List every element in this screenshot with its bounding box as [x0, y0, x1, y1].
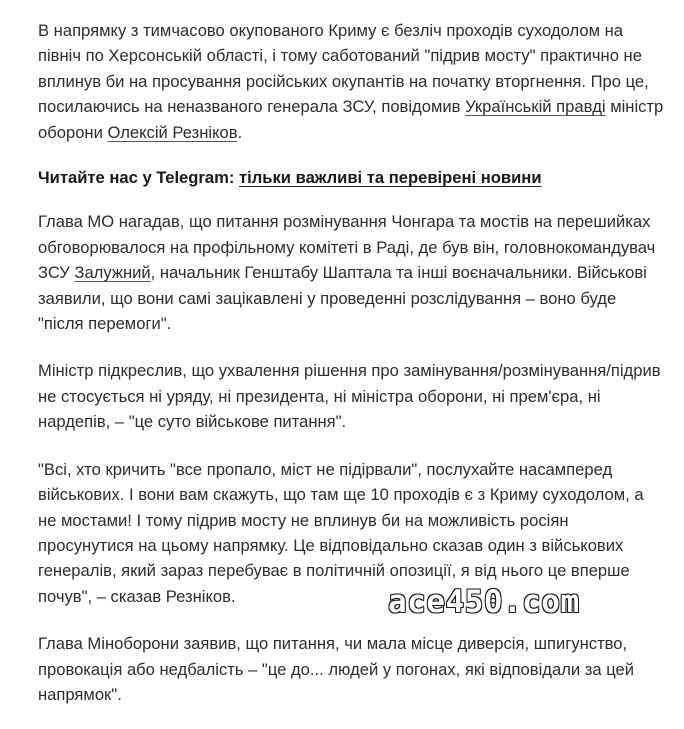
- committee-text-before: Глава МО нагадав, що питання розмінування Чонгара та мостів на перешийках обговорювалося на профільному комітеті в Раді, де був він, головнокомандувач ЗСУ: [38, 212, 656, 283]
- link-ukrainska-pravda[interactable]: Українській правді: [465, 97, 606, 117]
- intro-text-middle: міністр оборони: [38, 97, 664, 142]
- link-zaluzhnyi[interactable]: Залужний: [74, 263, 151, 283]
- committee-text-after: , начальник Генштабу Шаптала та інші воєначальники. Військові заявили, що вони самі зацікавлені у проведенні розслідування – воно буде "після перемоги".: [38, 263, 647, 334]
- intro-text-before: В напрямку з тимчасово окупованого Криму є безліч проходів суходолом на північ по Херсонській області, і тому саботований "підрив мосту" практично не вплинув би на просування російських окупантів на початку вторгнення. Про це, посилаючись на неназваного генерала ЗСУ, повідомив: [38, 21, 649, 117]
- intro-text-after: .: [237, 122, 243, 142]
- paragraph-intro: [38, 18, 664, 145]
- paragraph-committee: [38, 209, 664, 336]
- watermark-text: ace450.com: [388, 584, 580, 620]
- link-oleksii-reznikov[interactable]: Олексій Резніков: [107, 122, 238, 142]
- telegram-cta: [38, 165, 664, 190]
- paragraph-decision: Міністр підкреслив, що ухвалення рішення про замінування/розмінування/підрив не стосується ні уряду, ні президента, ні міністра оборони, ні прем'єра, ні нардепів, – "це суто військове питання".: [38, 361, 661, 432]
- telegram-cta-label: Читайте нас у Telegram:: [38, 168, 239, 188]
- paragraph-conclusion: Глава Міноборони заявив, що питання, чи мала місце диверсія, шпигунство, провокація або недбалість – "це до... людей у погонах, які відповідали за цей напрямок".: [38, 634, 635, 704]
- article-body: [38, 18, 664, 729]
- paragraph-quote: "Всі, хто кричить "все пропало, міст не підірвали", послухайте насамперед військових. І вони вам скажуть, що там ще 10 проходів є з Криму суходолом, а не мостами! І тому підрив мосту не вплинув би на можливість росіян просунутися на цьому напрямку. Це відповідально сказав один з військових генералів, який зараз перебуває в політичній опозиції, я від нього це вперше почув", – сказав Резніков.: [38, 459, 644, 606]
- telegram-link[interactable]: тільки важливі та перевірені новини: [239, 168, 542, 188]
